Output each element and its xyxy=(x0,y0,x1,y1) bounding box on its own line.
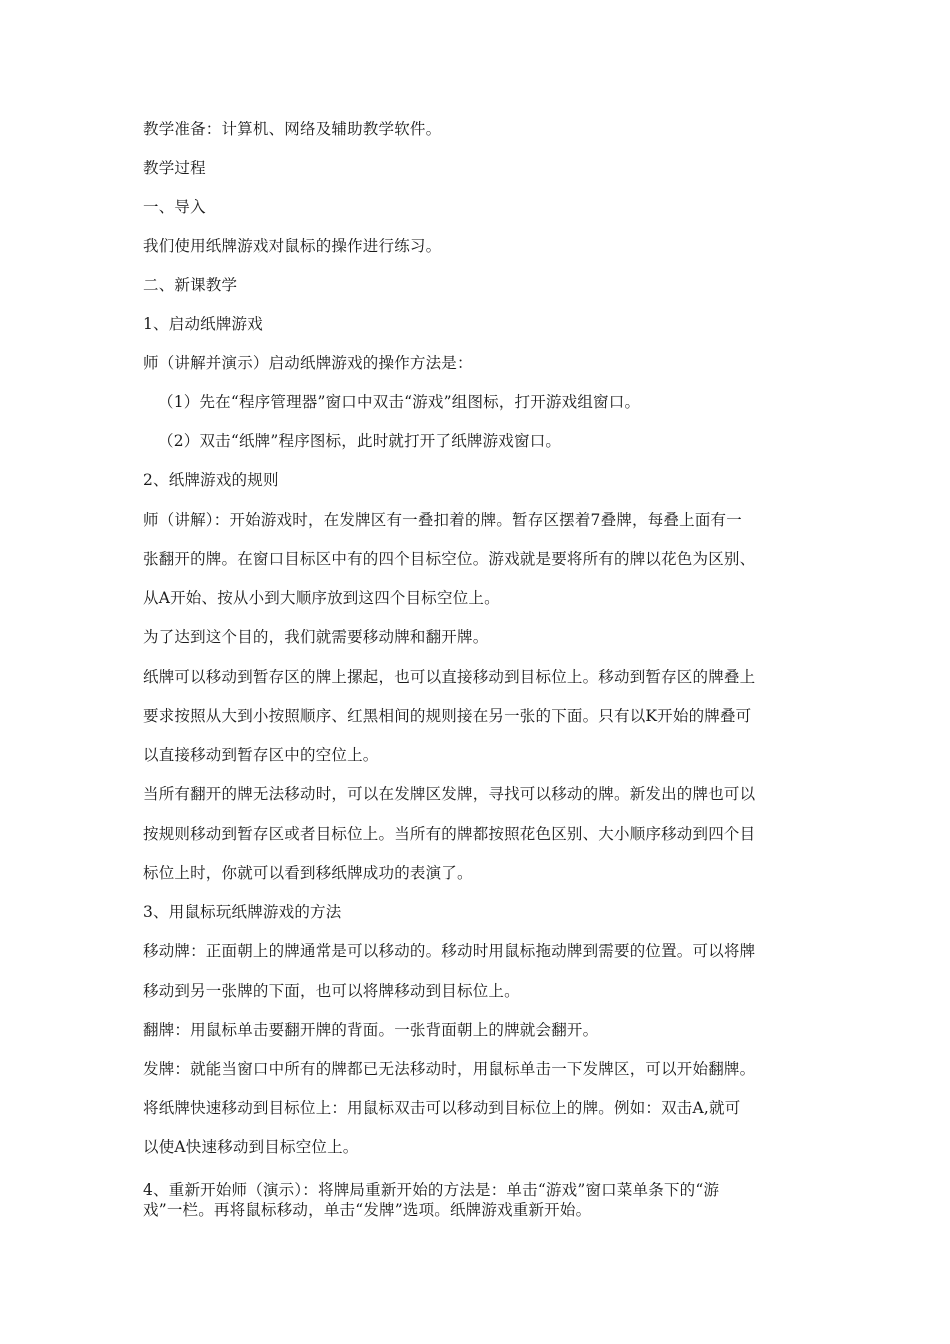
restart-line-2: 戏”一栏。再将鼠标移动，单击“发牌”选项。纸牌游戏重新开始。 xyxy=(143,1201,592,1219)
heading-mouse-method: 3、用鼠标玩纸牌游戏的方法 xyxy=(143,903,342,921)
move-card-line-1: 移动牌：正面朝上的牌通常是可以移动的。移动时用鼠标拖动牌到需要的位置。可以将牌 xyxy=(143,942,756,960)
paragraph-start-method: 师（讲解并演示）启动纸牌游戏的操作方法是： xyxy=(143,354,473,372)
quick-move-line-2: 以使A快速移动到目标空位上。 xyxy=(143,1138,359,1156)
heading-rules: 2、纸牌游戏的规则 xyxy=(143,471,279,489)
rules-line-6: 要求按照从大到小按照顺序、红黑相间的规则接在另一张的下面。只有以K开始的牌叠可 xyxy=(143,707,752,725)
step-1: （1）先在“程序管理器”窗口中双击“游戏”组图标，打开游戏组窗口。 xyxy=(158,393,641,411)
flip-card: 翻牌：用鼠标单击要翻开牌的背面。一张背面朝上的牌就会翻开。 xyxy=(143,1021,599,1039)
rules-line-3: 从A开始、按从小到大顺序放到这四个目标空位上。 xyxy=(143,589,500,607)
deal-card: 发牌：就能当窗口中所有的牌都已无法移动时，用鼠标单击一下发牌区，可以开始翻牌。 xyxy=(143,1060,756,1078)
step-2: （2）双击“纸牌”程序图标，此时就打开了纸牌游戏窗口。 xyxy=(158,432,562,450)
move-card-line-2: 移动到另一张牌的下面，也可以将牌移动到目标位上。 xyxy=(143,982,520,1000)
rules-line-5: 纸牌可以移动到暂存区的牌上摞起，也可以直接移动到目标位上。移动到暂存区的牌叠上 xyxy=(143,668,756,686)
rules-line-10: 标位上时，你就可以看到移纸牌成功的表演了。 xyxy=(143,864,473,882)
restart-line-1: 4、重新开始师（演示）：将牌局重新开始的方法是：单击“游戏”窗口菜单条下的“游 xyxy=(143,1181,720,1199)
heading-new-lesson: 二、新课教学 xyxy=(143,276,238,294)
quick-move-line-1: 将纸牌快速移动到目标位上：用鼠标双击可以移动到目标位上的牌。例如：双击A,就可 xyxy=(143,1099,741,1117)
rules-line-9: 按规则移动到暂存区或者目标位上。当所有的牌都按照花色区别、大小顺序移动到四个目 xyxy=(143,825,756,843)
rules-line-1: 师（讲解）：开始游戏时，在发牌区有一叠扣着的牌。暂存区摆着7叠牌，每叠上面有一 xyxy=(143,511,742,529)
rules-line-8: 当所有翻开的牌无法移动时，可以在发牌区发牌，寻找可以移动的牌。新发出的牌也可以 xyxy=(143,785,756,803)
heading-teaching-process: 教学过程 xyxy=(143,159,206,177)
rules-line-7: 以直接移动到暂存区中的空位上。 xyxy=(143,746,379,764)
rules-line-2: 张翻开的牌。在窗口目标区中有的四个目标空位。游戏就是要将所有的牌以花色为区别、 xyxy=(143,550,756,568)
heading-introduction: 一、导入 xyxy=(143,198,206,216)
rules-line-4: 为了达到这个目的，我们就需要移动牌和翻开牌。 xyxy=(143,628,489,646)
heading-start-solitaire: 1、启动纸牌游戏 xyxy=(143,315,263,333)
teaching-preparation: 教学准备：计算机、网络及辅助教学软件。 xyxy=(143,120,442,138)
paragraph-introduction: 我们使用纸牌游戏对鼠标的操作进行练习。 xyxy=(143,237,442,255)
